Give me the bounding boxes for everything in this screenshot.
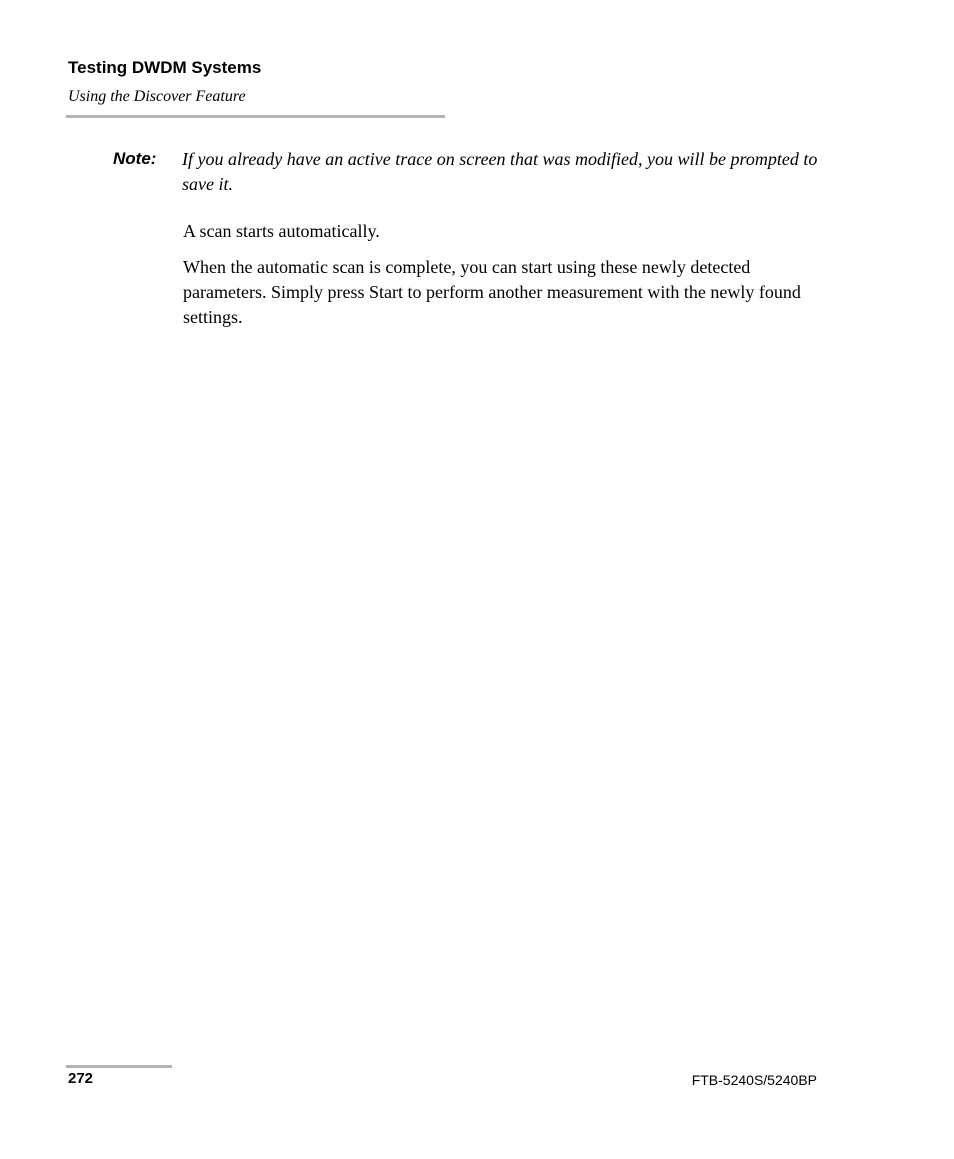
header-divider <box>66 115 445 118</box>
note-label: Note: <box>113 149 157 168</box>
note-text: If you already have an active trace on screen that was modified, you will be prompted to save it. <box>182 149 818 194</box>
page-number: 272 <box>68 1070 94 1087</box>
body-paragraph-scan-start: A scan starts automatically. <box>183 221 380 241</box>
chapter-title: Testing DWDM Systems <box>68 58 262 77</box>
footer-divider <box>66 1065 172 1068</box>
body-paragraph-scan-complete: When the automatic scan is complete, you can start using these newly detected parameters. Simply press Start to perform another measurement with the newly found settings. <box>183 257 801 327</box>
section-subtitle: Using the Discover Feature <box>68 88 246 105</box>
product-name: FTB-5240S/5240BP <box>691 1072 817 1088</box>
